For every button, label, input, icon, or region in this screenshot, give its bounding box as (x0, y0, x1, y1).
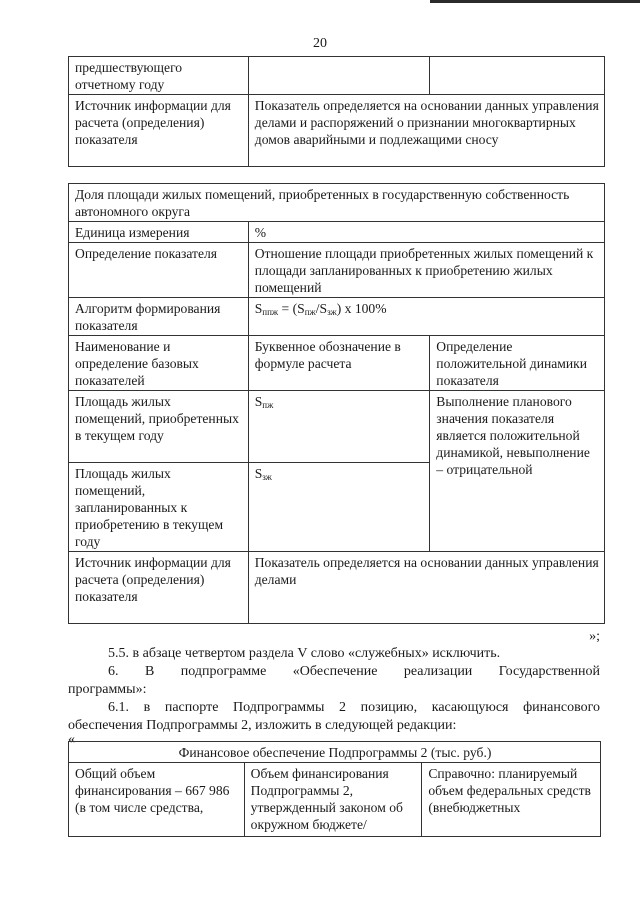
source-label: Источник информации для расчета (определения) показателя (69, 95, 249, 167)
financing-title: Финансовое обеспечение Подпрограммы 2 (тыс. руб.) (69, 742, 601, 763)
empty-cell (248, 57, 430, 95)
area-bought-symbol: $S_{пж}$ (248, 391, 430, 463)
financing-table (68, 741, 601, 837)
dynamics-header: Определение положительной динамики показателя (430, 336, 605, 391)
unit-label: Единица измерения (69, 222, 249, 243)
total-financing-cell: Общий объем финансирования – 667 986 (в том числе средства, (69, 763, 245, 837)
approved-financing-cell: Объем финансирования Подпрограммы 2, утвержденный законом об окружном бюджете/ (244, 763, 422, 837)
source-label: Источник информации для расчета (определения) показателя (69, 552, 249, 624)
area-planned-symbol: $S_{зж}$ (248, 463, 430, 552)
letter-notation-header: Буквенное обозначение в формуле расчета (248, 336, 430, 391)
definition-value: Отношение площади приобретенных жилых помещений к площади запланированных к приобретению жилых помещений (248, 243, 604, 298)
algorithm-label: Алгоритм формирования показателя (69, 298, 249, 336)
paragraph-6-line1: 6. В подпрограмме «Обеспечение реализации Государственной (108, 664, 600, 679)
page-number: 20 (313, 36, 327, 51)
base-indicators-label: Наименование и определение базовых показателей (69, 336, 249, 391)
algorithm-formula: $S_{ппж} = (S_{пж}/S_{зж})$ х 100% (248, 298, 604, 336)
dynamics-definition: Выполнение планового значения показателя является положительной динамикой, невыполнение – отрицательной (430, 391, 605, 552)
area-planned-label: Площадь жилых помещений, запланированных к приобретению в текущем году (69, 463, 249, 552)
closing-quote: »; (589, 629, 600, 644)
indicator-table-housing (68, 183, 605, 624)
indicator-title: Доля площади жилых помещений, приобретенных в государственную собственность автономного округа (69, 184, 605, 222)
definition-label: Определение показателя (69, 243, 249, 298)
scan-edge-line (430, 0, 640, 3)
previous-year-label: предшествующего отчетному году (69, 57, 249, 95)
area-bought-label: Площадь жилых помещений, приобретенных в текущем году (69, 391, 249, 463)
reference-federal-cell: Справочно: планируемый объем федеральных средств (внебюджетных (422, 763, 601, 837)
empty-cell (430, 57, 605, 95)
source-value: Показатель определяется на основании данных управления делами (248, 552, 604, 624)
paragraph-6-line2: программы»: (68, 682, 147, 697)
unit-value: % (248, 222, 604, 243)
source-value: Показатель определяется на основании данных управления делами и распоряжений о признании многоквартирных домов аварийными и подлежащими сносу (248, 95, 604, 167)
paragraph-5-5: 5.5. в абзаце четвертом раздела V слово «служебных» исключить. (108, 646, 501, 661)
opening-quote: « (68, 732, 75, 747)
indicator-table-continuation (68, 56, 605, 167)
paragraph-6-1-line1: 6.1. в паспорте Подпрограммы 2 позицию, касающуюся финансового (108, 700, 600, 715)
paragraph-6-1-line2: обеспечения Подпрограммы 2, изложить в следующей редакции: (68, 718, 457, 733)
